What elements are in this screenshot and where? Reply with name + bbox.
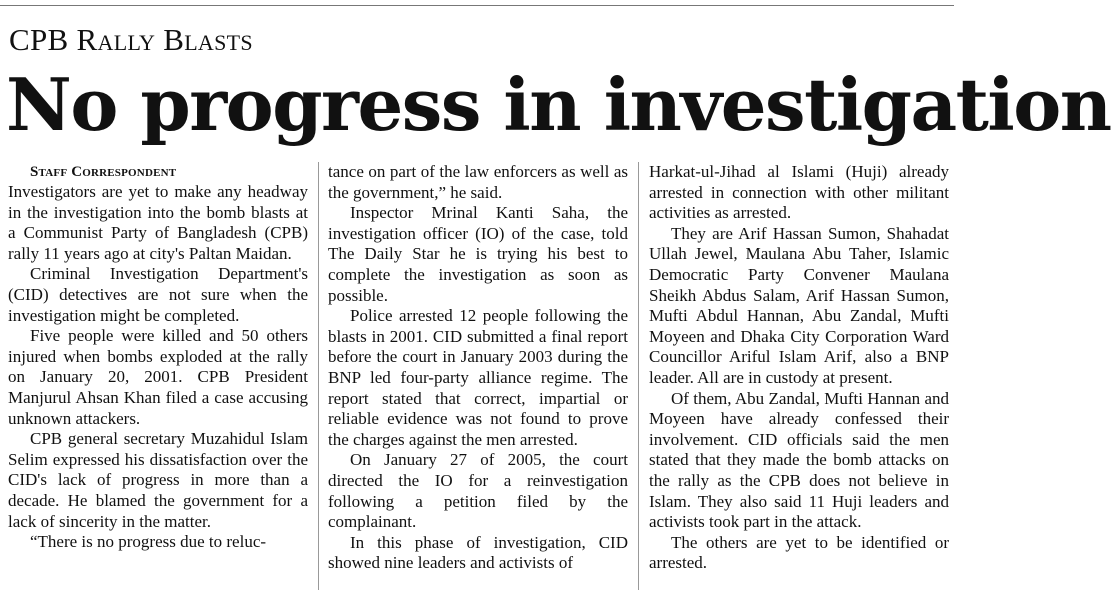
paragraph: tance on part of the law enforcers as well as the government,” he said. (328, 162, 628, 202)
paragraph: Criminal Investigation Department's (CID) detectives are not sure when the investigation might be completed. (8, 264, 308, 325)
paragraph: Investigators are yet to make any headway in the investigation into the bomb blasts at a Communist Party of Bangladesh (CPB) rally 11 years ago at city's Paltan Maidan. (8, 182, 308, 263)
paragraph: On January 27 of 2005, the court directed the IO for a reinvestigation following a petition filed by the complainant. (328, 450, 628, 532)
paragraph: Police arrested 12 people following the blasts in 2001. CID submitted a final report before the court in January 2003 during the BNP led four-party alliance regime. The report stated that correct, impartial or reliable evidence was not found to prove the charges against the men arrested. (328, 306, 628, 449)
paragraph: Harkat-ul-Jihad al Islami (Huji) already arrested in connection with other militant activities as arrested. (649, 162, 949, 223)
article-body (8, 162, 948, 590)
column-1 (8, 162, 308, 590)
paragraph: CPB general secretary Muzahidul Islam Selim expressed his dissatisfaction over the CID's lack of progress in more than a decade. He blamed the government for a lack of sincerity in the matter. (8, 429, 308, 531)
column-divider (638, 162, 639, 590)
paragraph: They are Arif Hassan Sumon, Shahadat Ullah Jewel, Maulana Abu Taher, Islamic Democratic Party Convener Maulana Sheikh Abdus Salam, Arif Hassan Sumon, Mufti Abdul Hannan, Abu Zandal, Mufti Moyeen and Dhaka City Corporation Ward Councillor Ariful Islam Arif, also a BNP leader. All are in custody at present. (649, 223, 949, 387)
byline: Staff Correspondent (30, 164, 177, 180)
paragraph: The others are yet to be identified or arrested. (649, 532, 949, 573)
paragraph: Five people were killed and 50 others injured when bombs exploded at the rally on January 20, 2001. CPB President Manjurul Ahsan Khan filed a case accusing unknown attackers. (8, 326, 308, 428)
headline: No progress in investigation (6, 62, 1111, 147)
column-divider (318, 162, 319, 590)
kicker: CPB Rally Blasts (9, 22, 253, 57)
paragraph: “There is no progress due to reluc- (30, 532, 267, 552)
paragraph: Of them, Abu Zandal, Mufti Hannan and Moyeen have already confessed their involvement. CID officials said the men stated that they made the bomb attacks on the rally as the CPB does not believe in Islam. They also said 11 Huji leaders and activists took part in the attack. (649, 388, 949, 532)
top-rule (0, 5, 954, 6)
paragraph: In this phase of investigation, CID showed nine leaders and activists of (328, 532, 628, 573)
column-3 (649, 162, 949, 590)
column-2 (328, 162, 628, 590)
paragraph: Inspector Mrinal Kanti Saha, the investigation officer (IO) of the case, told The Daily Star he is trying his best to complete the investigation as soon as possible. (328, 203, 628, 305)
